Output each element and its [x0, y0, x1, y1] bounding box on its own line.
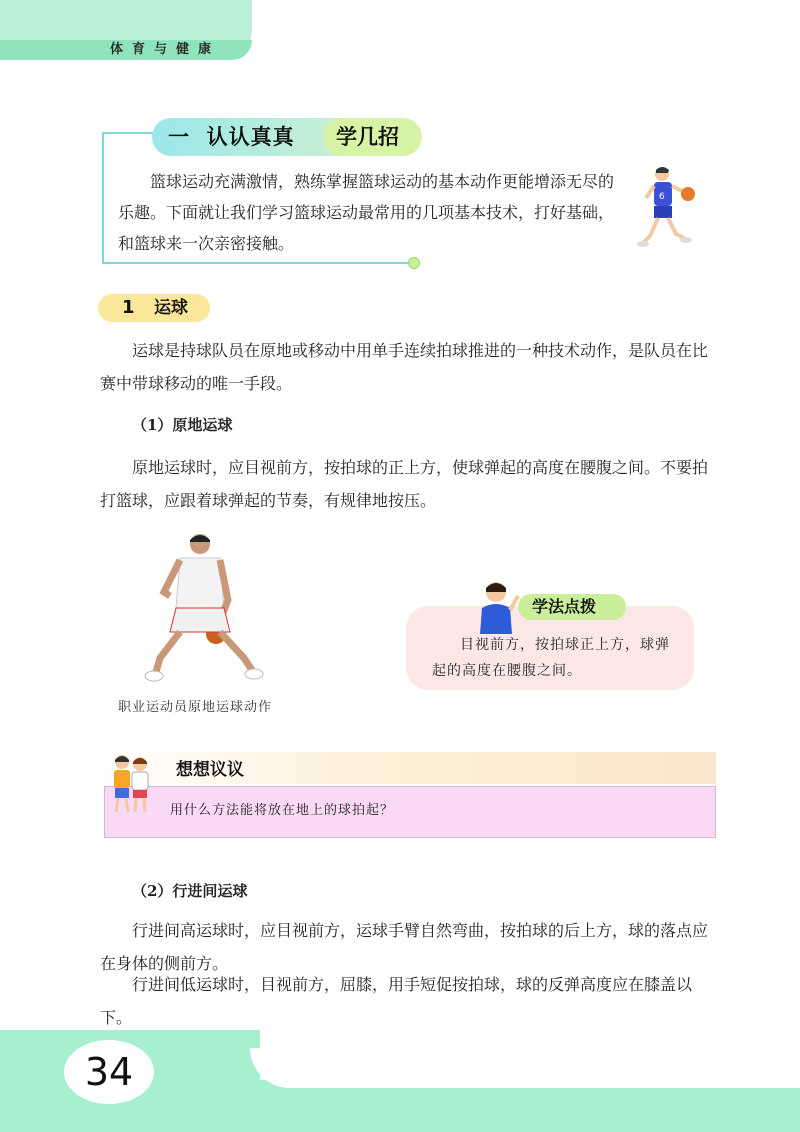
moving-dribble-heading: （2）行进间运球 — [132, 882, 248, 900]
dribble-definition-text: 运球是持球队员在原地或移动中用单手连续拍球推进的一种技术动作，是队员在比赛中带球移动的唯一手段。 — [100, 341, 709, 393]
teacher-illustration — [474, 578, 520, 634]
high-dribble-text: 行进间高运球时，应目视前方，运球手臂自然弯曲，按拍球的后上方，球的落点应在身体的侧前方。 — [100, 921, 709, 973]
low-dribble-text: 行进间低运球时，目视前方，屈膝，用手短促按拍球，球的反弹高度应在膝盖以下。 — [100, 975, 693, 1027]
stationary-dribble-heading: （1）原地运球 — [132, 416, 233, 434]
think-discuss-question: 用什么方法能将放在地上的球拍起？ — [170, 803, 395, 818]
book-title: 体育与健康 — [110, 42, 221, 57]
tip-text: 目视前方，按拍球正上方，球弹起的高度在腰腹之间。 — [432, 637, 670, 679]
footer-right-cutout — [250, 1048, 800, 1088]
page-number: 34 — [84, 1050, 134, 1094]
section-subtitle: 学几招 — [336, 125, 399, 149]
section-title: 一 认认真真 — [168, 125, 295, 149]
subsection-number: 1 — [122, 297, 135, 318]
basketball-player-illustration — [632, 164, 702, 254]
photo-caption: 职业运动员原地运球动作 — [118, 700, 273, 715]
tip-label: 学法点拨 — [532, 597, 597, 616]
think-discuss-title: 想想议议 — [176, 760, 244, 780]
children-illustration — [108, 752, 154, 814]
athlete-dribbling-photo — [140, 530, 270, 690]
section-intro-text: 篮球运动充满激情，熟练掌握篮球运动的基本动作更能增添无尽的乐趣。下面就让我们学习篮球运动最常用的几项基本技术，打好基础，和篮球来一次亲密接触。 — [118, 172, 615, 253]
stationary-dribble-text: 原地运球时，应目视前方，按拍球的正上方，使球弹起的高度在腰腹之间。不要拍打篮球，应跟着球弹起的节奏，有规律地按压。 — [100, 458, 709, 510]
svg-text:6: 6 — [659, 192, 665, 202]
subsection-title: 运球 — [154, 298, 188, 318]
